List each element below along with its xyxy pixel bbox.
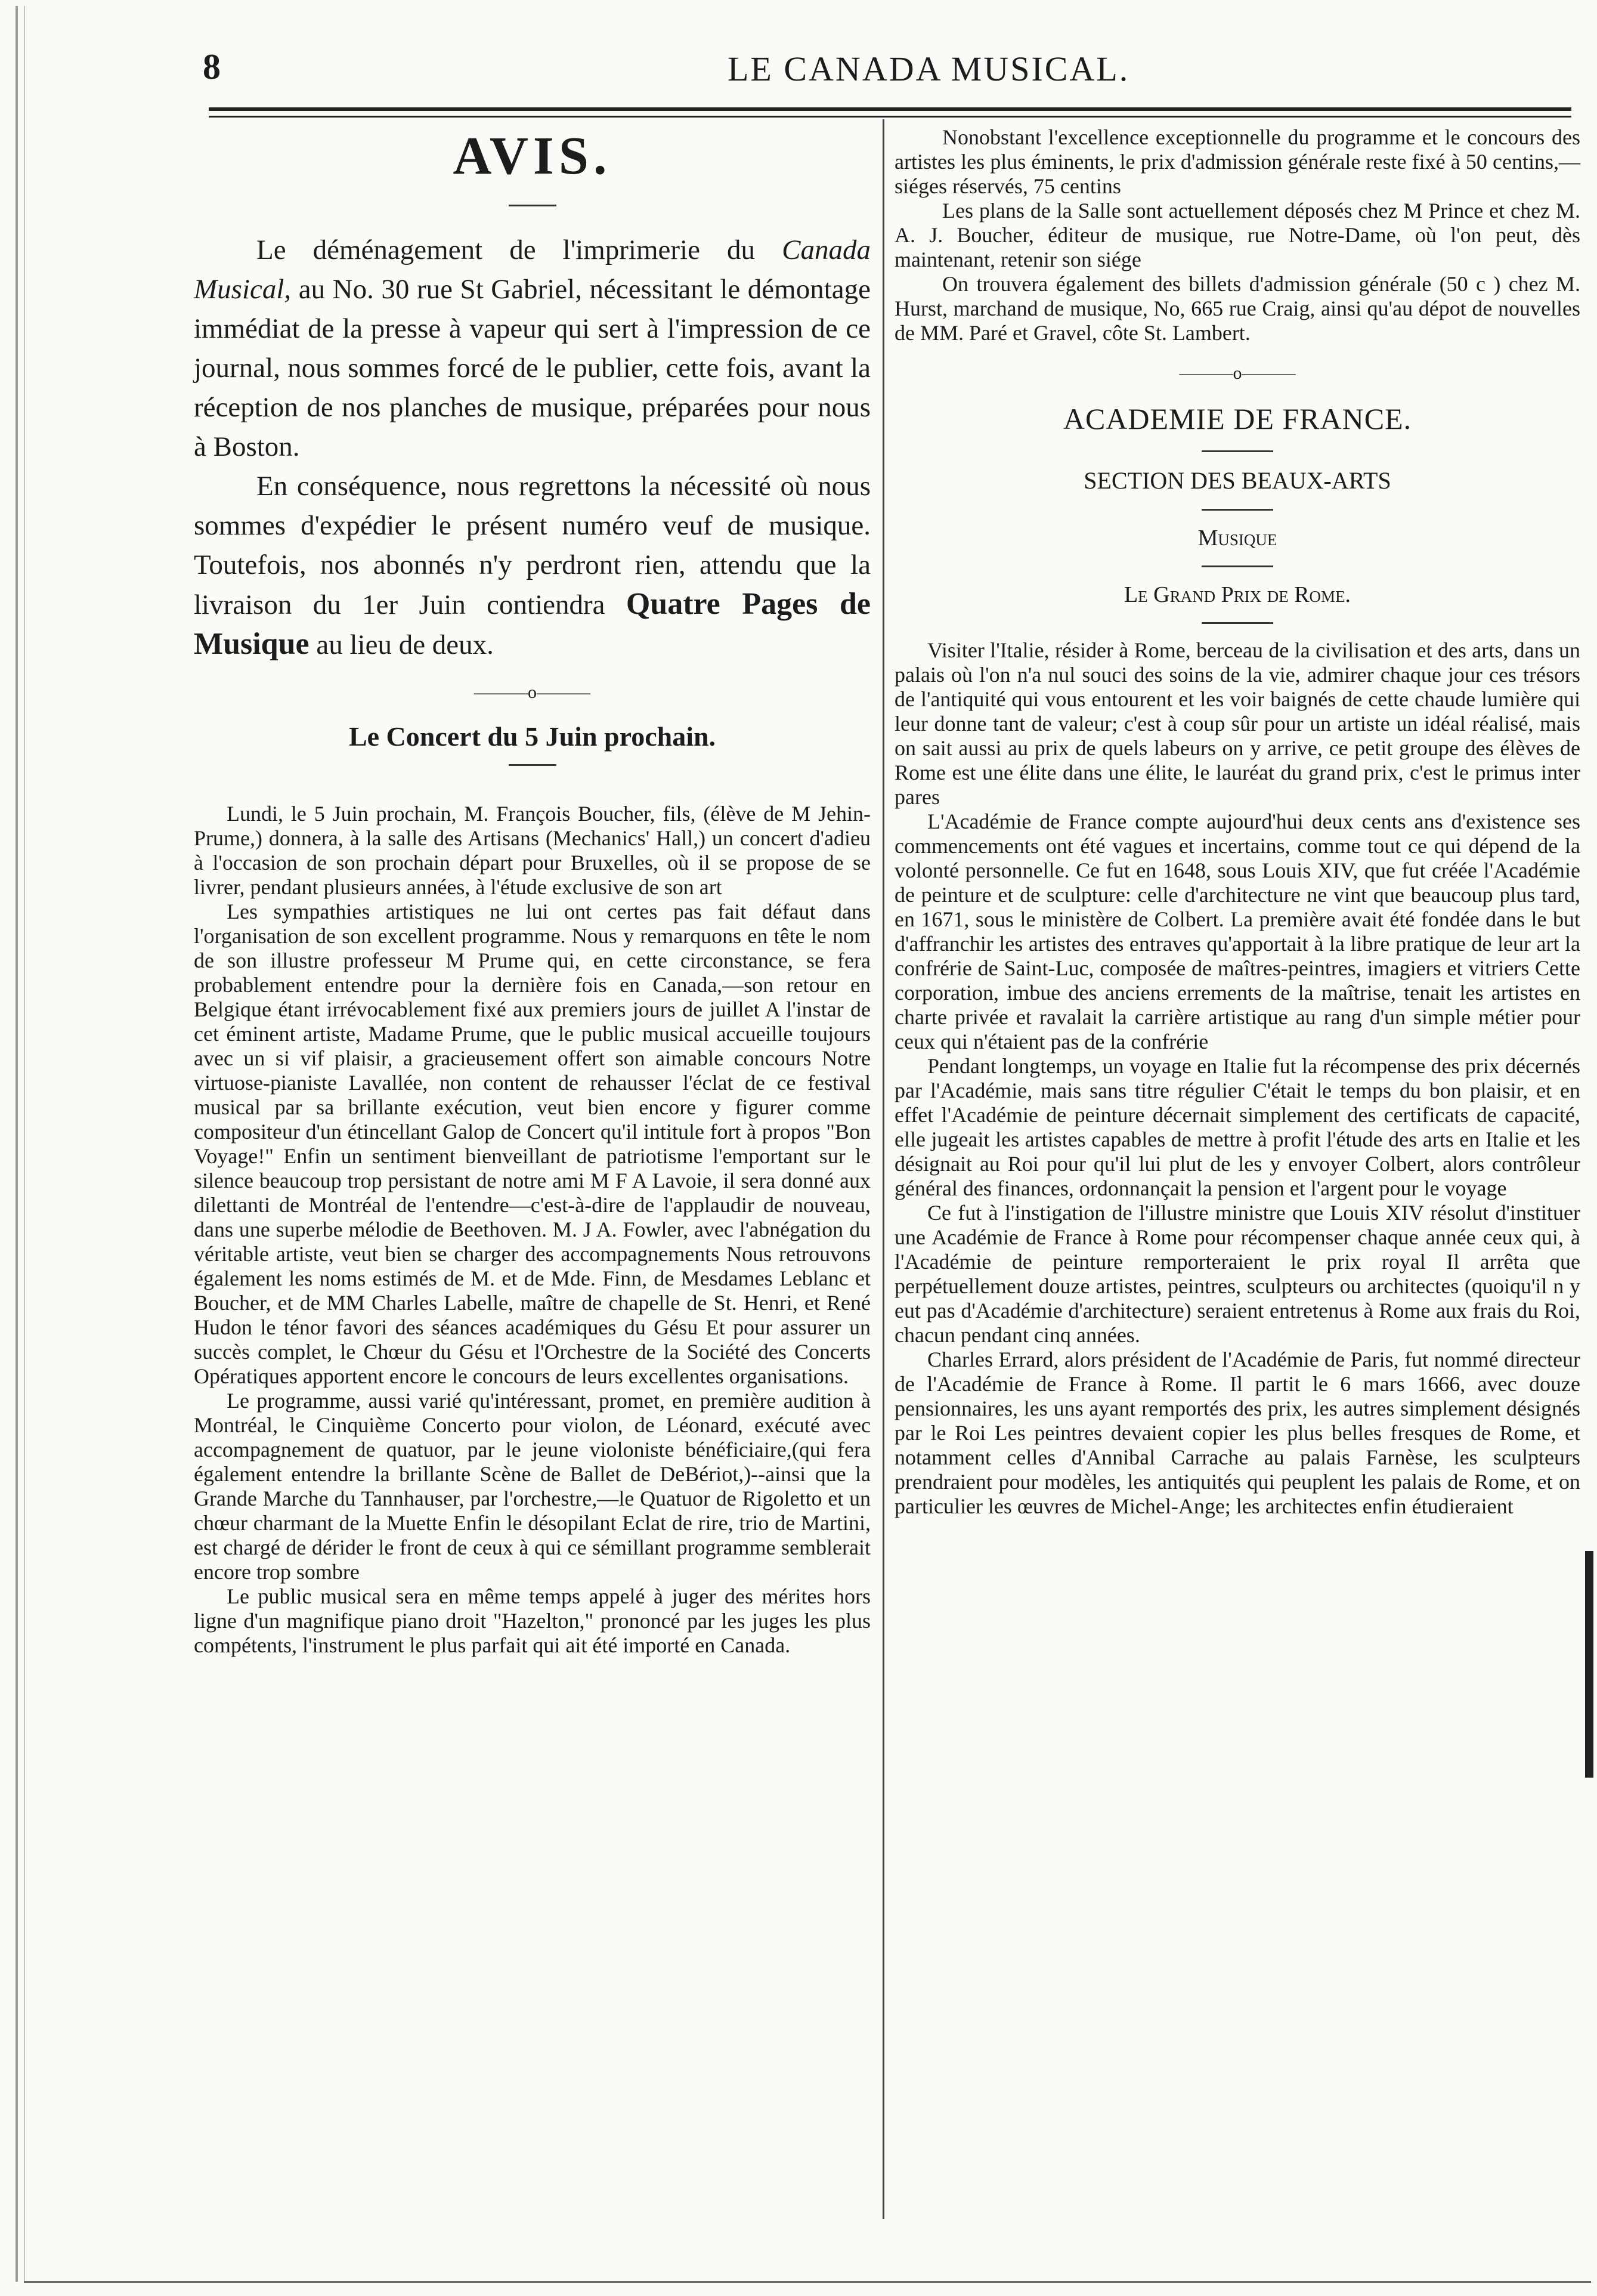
academie-paragraph: Pendant longtemps, un voyage en Italie fut la récompense des prix décernés par l'Académie, mais sans titre régulier C'était le temps du bon plaisir, et en effet l'Académie de peinture décernait simplement des certificats de capacité, elle jugeait les artistes capables de mettre à profit l'étude des arts en Italie et les désignait au Roi pour qu'il lui plut de les y envoyer Colbert, alors contrôleur général des finances, ordonnançait la pension et l'argent pour le voyage [895,1054,1580,1200]
page-header [203,47,1574,100]
academie-body [895,638,1580,1519]
avis-title: AVIS. [453,126,612,186]
academie-paragraph: Visiter l'Italie, résider à Rome, berceau de la civilisation et des arts, dans un palais où l'on n'a nul souci des soins de la vie, admirer chaque jour ces trésors de l'antiquité qui vous entourent et les voir baignés de cette chaude lumière qui leur donne tant de valeur; c'est à coup sûr pour un artiste un idéal réalisé, mais on sait aussi au prix de quels labeurs on y arrive, ce petit groupe des élèves de Rome est une élite dans une élite, le lauréat du grand prix, c'est le primus inter pares [895,638,1580,809]
header-rule-thin [209,116,1571,118]
concert-paragraph: Lundi, le 5 Juin prochain, M. François Boucher, fils, (élève de M Jehin-Prume,) donnera, à la salle des Artisans (Mechanics' Hall,) un concert d'adieu à l'occasion de son prochain départ pour Bruxelles, où il se propose de se livrer, pendant plusieurs années, à l'étude exclusive de son art [194,802,871,899]
admission-notes [895,125,1580,345]
page-number: 8 [203,47,221,86]
avis-body [194,230,871,665]
musique-rule [1202,565,1273,567]
academie-paragraph: Charles Errard, alors président de l'Académie de Paris, fut nommé directeur de l'Académie de France à Rome. Il partit le 6 mars 1666, avec douze pensionnaires, les uns ayant remportés des prix, les autres simplement désignés par le Roi Les peintres devaient copier les plus belles fresques de Rome, et notamment celles d'Annibal Carrache au palais Farnèse, les sculpteurs prendraient pour modèles, les antiquités qui peuplent les palais de Rome, et on particulier les œuvres de Michel-Ange; les architectes enfin étudieraient [895,1348,1580,1518]
admission-paragraph: Nonobstant l'excellence exceptionnelle du programme et le concours des artistes les plus éminents, le prix d'admission générale reste fixé à 50 centins,—siéges réservés, 75 centins [895,125,1580,198]
concert-paragraph: Le programme, aussi varié qu'intéressant, promet, en première audition à Montréal, le Cinquième Concerto pour violon, de Léonard, exécuté avec accompagnement de quatuor, par le jeune violoniste bénéficiaire,(qui fera également entendre la brillante Scène de Ballet de DeBériot,)--ainsi que la Grande Marche du Tannhauser, par l'orchestre,—le Quatuor de Rigoletto et un chœur charmant de la Muette Enfin le désopilant Eclat de rire, trio de Martini, est chargé de dérider le front de ceux à qui ce sémillant programme semblerait encore trop sombre [194,1389,871,1584]
admission-paragraph: On trouvera également des billets d'admission générale (50 c ) chez M. Hurst, marchand de musique, No, 665 rue Craig, ainsi qu'au dépot de nouvelles de MM. Paré et Gravel, côte St. Lambert. [895,272,1580,345]
left-margin-rule-inner [24,6,25,2282]
bottom-rule [24,2281,1591,2283]
avis-rule [509,205,556,206]
academie-title: ACADEMIE DE FRANCE. [1063,402,1412,435]
academie-paragraph: Ce fut à l'instigation de l'illustre ministre que Louis XIV résolut d'instituer une Académie de France à Rome pour récompenser chaque année ceux qui, à l'Académie de peinture remporteraient le prix royal Il arrêta que perpétuellement douze artistes, peintres, sculpteurs ou architectes (quoiqu'il n y eut pas d'Académie d'architecture) seraient entretenus à Rome aux frais du Roi, chacun pendant cinq années. [895,1201,1580,1347]
admission-paragraph: Les plans de la Salle sont actuellement déposés chez M Prince et chez M. A. J. Boucher, éditeur de musique, rue Notre-Dame, où l'on peut, dès maintenant, retenir son siége [895,199,1580,271]
journal-name: Canada Musical, [194,234,871,305]
concert-rule [509,764,556,766]
musique-subtitle: Musique [1197,526,1277,551]
prix-de-rome-title: Le Grand Prix de Rome. [1124,582,1351,607]
academie-rule [1202,450,1273,452]
column-divider [883,119,884,2219]
academie-paragraph: L'Académie de France compte aujourd'hui deux cents ans d'existence ses commencements ont été vagues et incertains, comme tout ce qui dépend de la volonté personnelle. Ce fut en 1648, sous Louis XIV, que fut créée l'Académie de peinture et de sculpture: celle d'architecture ne vint que beaucoup plus tard, en 1671, sous le ministère de Colbert. La première avait été fondée dans le but d'affranchir les artistes des entraves qu'apportait à la libre pratique de leur art la confrérie de Saint-Luc, composée de maîtres-peintres, imagiers et vitriers Cette corporation, imbue des anciens errements de la maîtrise, tenait les artistes en charte privée et ravalait la carrière artistique au rang d'un simple métier pour ceux qui n'étaient pas de la confrérie [895,809,1580,1053]
avis-paragraph-2: En conséquence, nous regrettons la nécessité où nous sommes d'expédier le présent numéro veuf de musique. Toutefois, nos abonnés n'y perdront rien, attendu que la livraison du 1er Juin contiendra Quatre Pages de Musique au lieu de deux. [194,471,871,661]
right-column [895,125,1580,1519]
header-rule-thick [209,107,1571,111]
avis-paragraph-1: Le déménagement de l'imprimerie du Canada Musical, au No. 30 rue St Gabriel, nécessitant le démontage immédiat de la presse à vapeur qui sert à l'impression de ce journal, nous sommes forcé de le publier, cette fois, avant la réception de nos planches de musique, préparées pour nous à Boston. [194,234,871,462]
concert-title: Le Concert du 5 Juin prochain. [348,721,716,752]
section-rule [1202,509,1273,511]
prix-rule [1202,622,1273,624]
right-edge-mark [1585,1551,1593,1778]
section-title: SECTION DES BEAUX-ARTS [1084,467,1391,494]
ornament-divider: ———o——— [474,682,590,702]
concert-body [194,802,871,1658]
masthead: LE CANADA MUSICAL. [728,50,1130,88]
left-column [194,125,871,1658]
quatre-pages-emphasis: Quatre Pages de Musique [194,587,871,661]
left-margin-rule [16,6,18,2282]
concert-paragraph: Les sympathies artistiques ne lui ont certes pas fait défaut dans l'organisation de son excellent programme. Nous y remarquons en tête le nom de son illustre professeur M Prume qui, en cette circonstance, se fera probablement entendre pour la dernière fois en Canada,—son retour en Belgique étant irrévocablement fixé aux premiers jours de juillet A l'instar de cet éminent artiste, Madame Prume, que le public musical accueille toujours avec un si vif plaisir, a gracieusement offert son aimable concours Notre virtuose-pianiste Lavallée, non content de rehausser l'éclat de ce festival musical par sa brillante exécution, veut bien encore y figurer comme compositeur d'un étincellant Galop de Concert qu'il intitule fort à propos "Bon Voyage!" Enfin un sentiment bienveillant de patriotisme l'emportant sur le silence beaucoup trop persistant de notre ami M F A Lavoie, il sera donné aux dilettanti de Montréal de l'entendre—c'est-à-dire de l'applaudir de nouveau, dans une superbe mélodie de Beethoven. M. J A. Fowler, avec l'abnégation du véritable artiste, veut bien se charger des accompagnements Nous retrouvons également les noms estimés de M. et de Mde. Finn, de Mesdames Leblanc et Boucher, et de MM Charles Labelle, maître de chapelle de St. Henri, et René Hudon le ténor favori des séances académiques du Gésu Et pour assurer un succès complet, le Chœur du Gésu et l'Orchestre de la Société des Concerts Opératiques apportent encore le concours de leurs excellentes organisations. [194,900,871,1388]
ornament-divider: ———o——— [1179,363,1296,383]
concert-paragraph: Le public musical sera en même temps appelé à juger des mérites hors ligne d'un magnifique piano droit "Hazelton," prononcé par les juges les plus compétents, l'instrument le plus parfait qui ait été importé en Canada. [194,1584,871,1657]
